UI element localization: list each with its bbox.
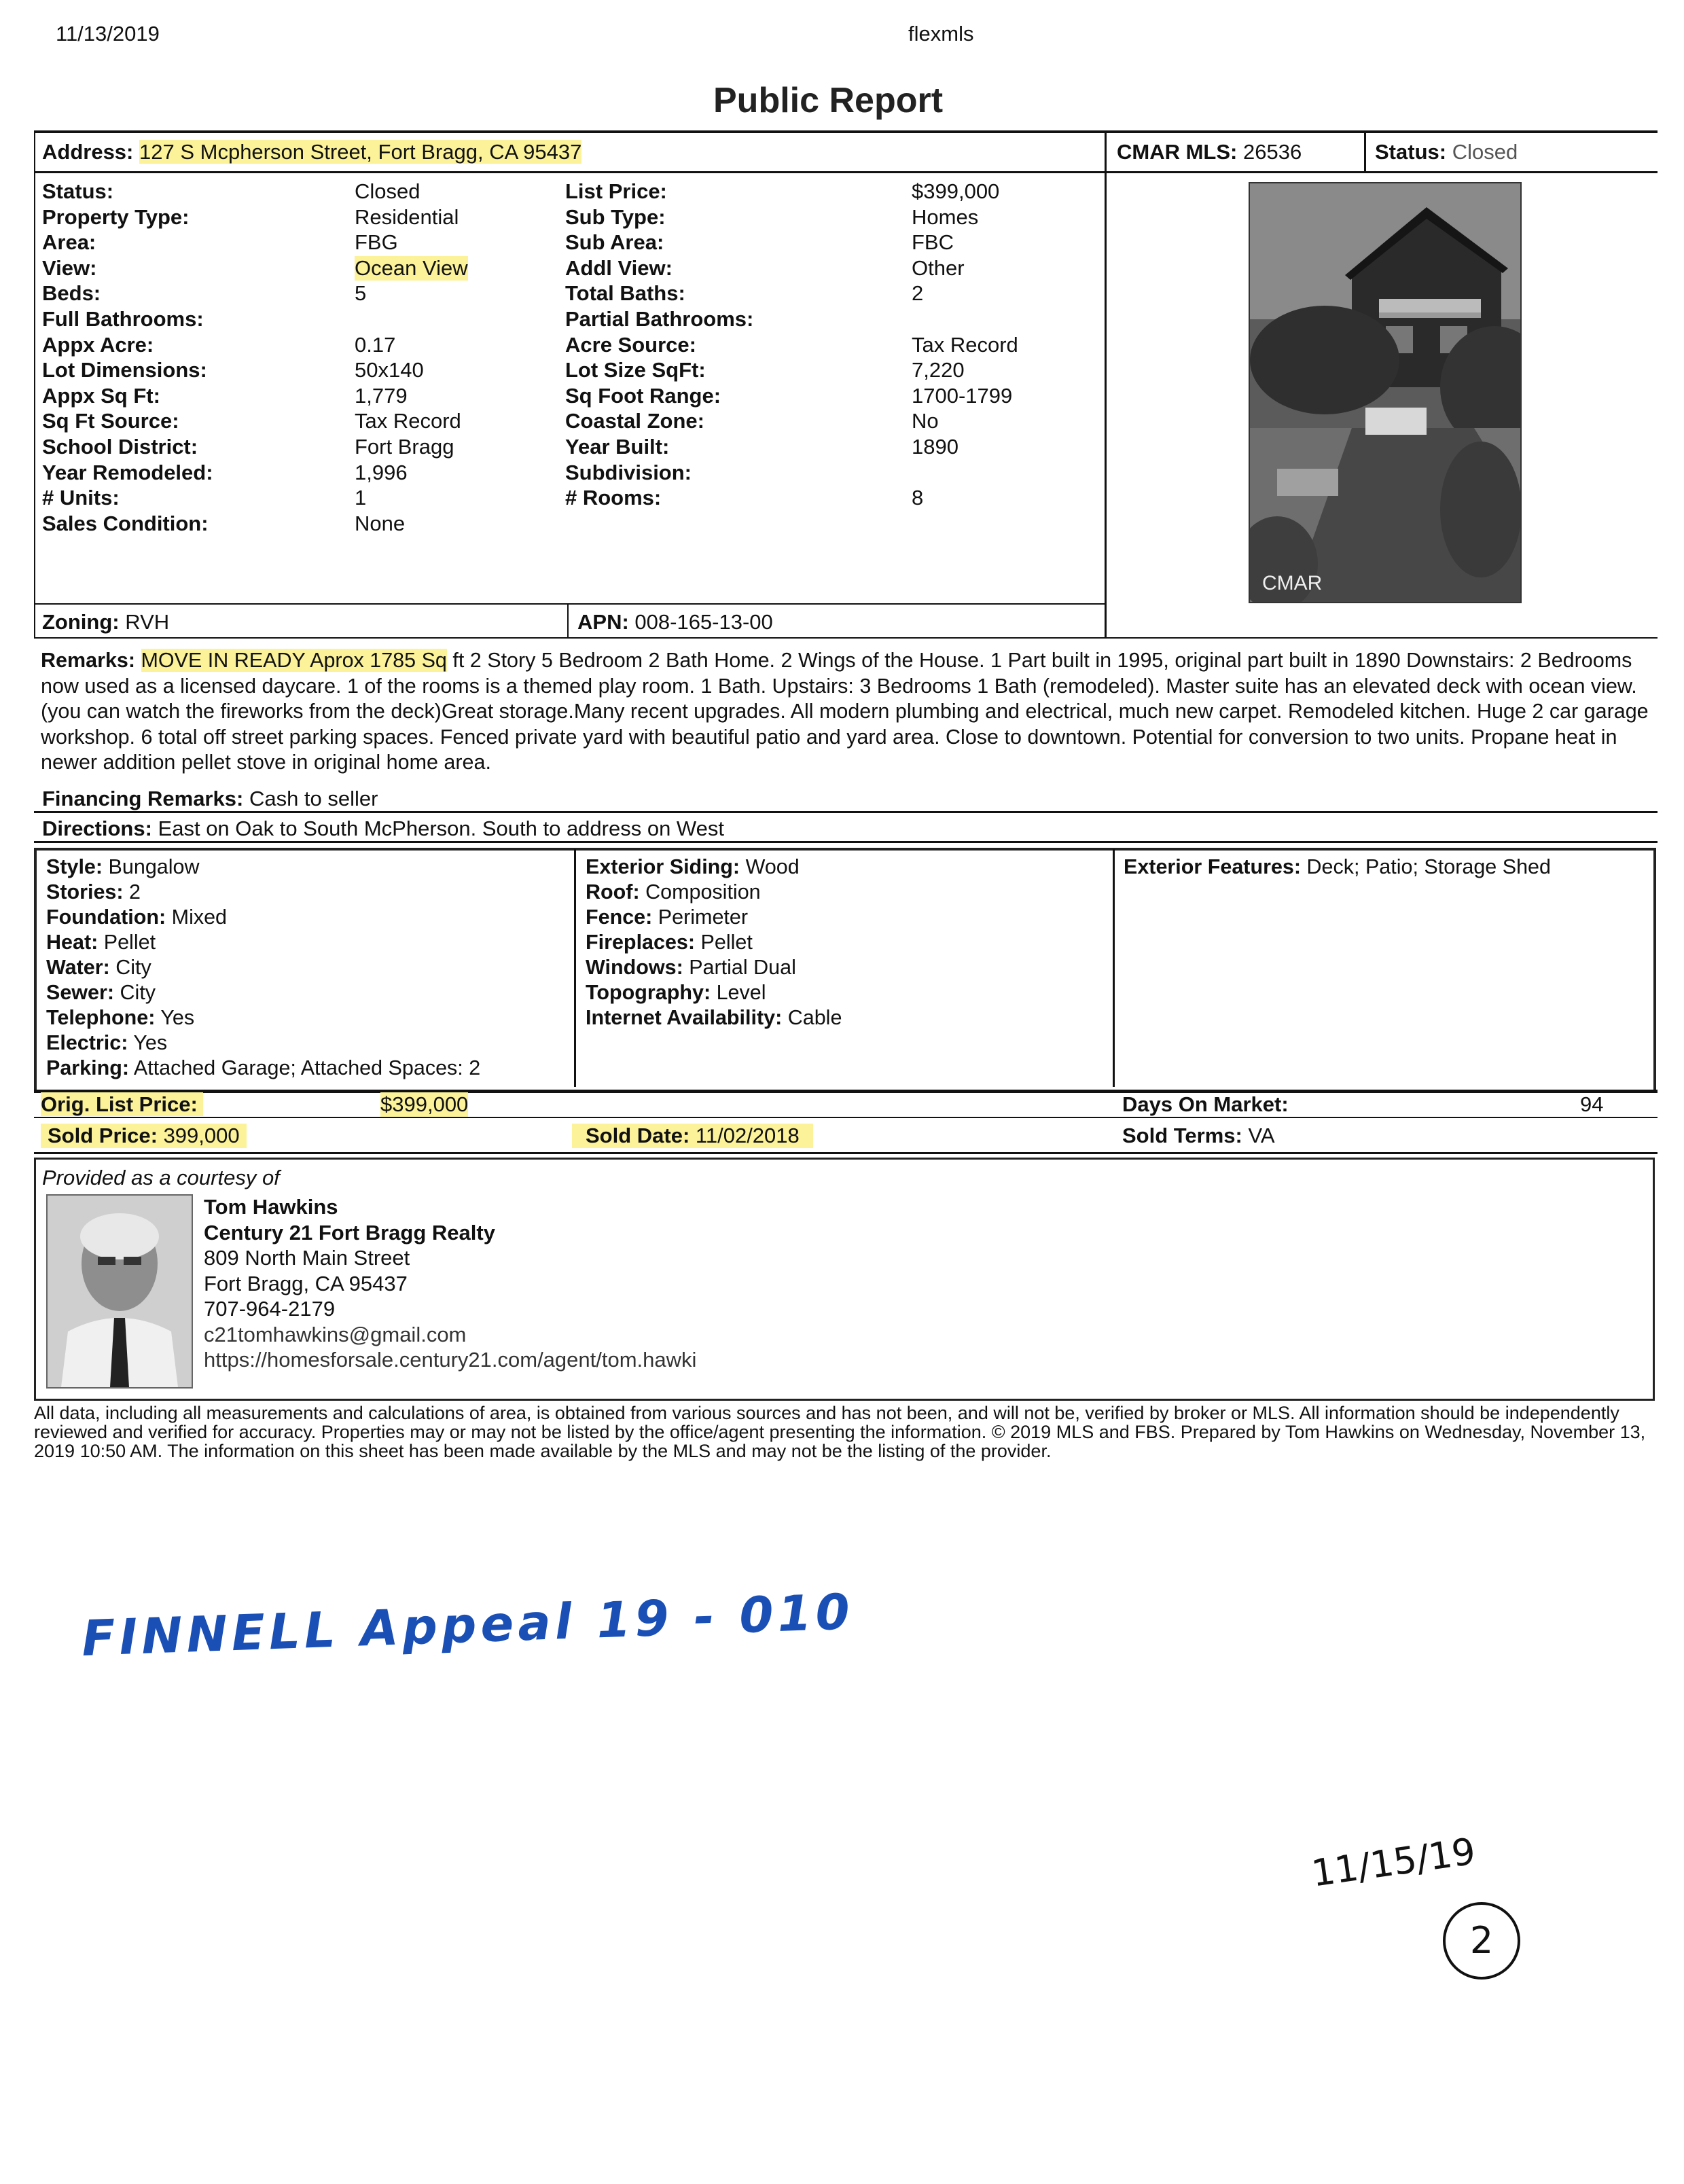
directions-field xyxy=(42,817,724,841)
feature-label: Roof: xyxy=(586,880,640,903)
feature-value: City xyxy=(120,981,156,1004)
sold-date-field xyxy=(572,1124,813,1148)
detail-value: FBG xyxy=(355,230,398,255)
feature-label: Foundation: xyxy=(46,906,166,929)
detail-label: Appx Sq Ft: xyxy=(42,383,160,408)
financing-rule xyxy=(34,811,1658,813)
feature-value: Pellet xyxy=(700,931,753,954)
detail-value: 7,220 xyxy=(912,358,965,382)
source-label: flexmls xyxy=(908,22,974,46)
detail-label: Area: xyxy=(42,230,96,255)
agent-name: Tom Hawkins xyxy=(204,1195,338,1219)
remarks-text: ft 2 Story 5 Bedroom 2 Bath Home. 2 Wings of the House. 1 Part built in 1995, original part built in 1890 Downstairs: 2 Bedrooms now used as a licensed daycare. 1 of the rooms is a themed play room. 1 Bath. Upstairs: 3 Bedrooms 1 Bath (remodeled). Master suite has an elevated deck with ocean view. (you can watch the fireworks from the deck)Great storage.Many recent upgrades. All modern plumbing and electrical, much new carpet. Remodeled kitchen. Huge 2 car garage workshop. 6 total off street parking spaces. Fenced private yard with beautiful patio and yard area. Close to downtown. Potential for conversion to two units. Propane heat in newer addition pellet stove in original home area. xyxy=(41,649,1649,774)
feature-row xyxy=(46,905,480,930)
features-column-2 xyxy=(586,855,842,1031)
agent-street: 809 North Main Street xyxy=(204,1246,410,1270)
detail-label: Coastal Zone: xyxy=(565,409,704,433)
detail-value: 1,996 xyxy=(355,460,408,484)
feature-value: Bungalow xyxy=(108,855,200,878)
zoning-row-bottom xyxy=(34,637,1658,639)
detail-value: 1700-1799 xyxy=(912,383,1013,408)
detail-label: Partial Bathrooms: xyxy=(565,307,754,331)
feature-value: Pellet xyxy=(103,931,156,954)
detail-label: Lot Size SqFt: xyxy=(565,358,706,382)
feature-label: Windows: xyxy=(586,956,683,979)
detail-label: Appx Acre: xyxy=(42,332,154,357)
detail-value: 1,779 xyxy=(355,383,408,408)
detail-label: Sq Ft Source: xyxy=(42,409,179,433)
directions-rule xyxy=(34,841,1658,843)
courtesy-text: Provided as a courtesy of xyxy=(42,1166,280,1189)
sold-date-value: 11/02/2018 xyxy=(695,1124,800,1147)
detail-label: Total Baths: xyxy=(565,281,685,306)
detail-value: FBC xyxy=(912,230,954,255)
address-row-border xyxy=(34,171,1658,173)
remarks-block xyxy=(41,648,1651,776)
detail-value: Residential xyxy=(355,204,459,229)
detail-label: Subdivision: xyxy=(565,460,692,484)
status-field xyxy=(1375,140,1518,164)
sold-price-label: Sold Price: xyxy=(48,1124,158,1147)
features-divider-2 xyxy=(1113,849,1115,1087)
detail-label: Status: xyxy=(42,179,114,203)
feature-row xyxy=(586,905,842,930)
address-field xyxy=(42,140,581,164)
zoning-value: RVH xyxy=(125,610,170,634)
feature-value: Perimeter xyxy=(658,906,748,929)
feature-value: Mixed xyxy=(171,906,228,929)
feature-row xyxy=(586,930,842,955)
detail-label: Year Built: xyxy=(565,435,670,459)
features-column-1 xyxy=(46,855,480,1081)
feature-value: Attached Garage; Attached Spaces: 2 xyxy=(133,1056,481,1079)
detail-value: None xyxy=(355,511,406,535)
feature-value: Level xyxy=(716,981,766,1004)
page-title: Public Report xyxy=(713,81,944,120)
detail-label: List Price: xyxy=(565,179,667,203)
detail-value: Closed xyxy=(355,179,420,203)
remarks-highlight: MOVE IN READY Aprox 1785 Sq xyxy=(141,649,447,672)
detail-label: Full Bathrooms: xyxy=(42,307,204,331)
detail-label: Sub Area: xyxy=(565,230,664,255)
feature-row xyxy=(586,955,842,980)
zoning-field xyxy=(42,610,169,634)
feature-label: Topography: xyxy=(586,981,711,1004)
dom-field xyxy=(1122,1092,1289,1117)
detail-value: 1890 xyxy=(912,435,959,459)
detail-label: View: xyxy=(42,255,97,280)
detail-value: Tax Record xyxy=(355,409,461,433)
photo-watermark: CMAR xyxy=(1262,572,1323,594)
zoning-divider xyxy=(567,603,569,639)
disclaimer-text: All data, including all measurements and calculations of area, is obtained from various sources and has not been, and will not be, verified by broker or MLS. All information should be independently reviewed and verified for accuracy. Properties may or may not be listed by the office/agent presenting the information. © 2019 MLS and FBS. Prepared by Tom Hawkins on Wednesday, November 13, 2019 10:50 AM. The information on this sheet has been made available by the MLS and may not be the listing of the provider. xyxy=(34,1403,1646,1461)
sold-terms-field xyxy=(1122,1124,1275,1148)
detail-value: Fort Bragg xyxy=(355,435,454,459)
feature-value: Yes xyxy=(133,1031,168,1054)
detail-label: # Units: xyxy=(42,486,120,510)
agent-email[interactable]: c21tomhawkins@gmail.com xyxy=(204,1322,467,1346)
detail-label: Year Remodeled: xyxy=(42,460,213,484)
feature-value: City xyxy=(115,956,151,979)
detail-label: Sales Condition: xyxy=(42,511,209,535)
feature-row xyxy=(46,855,480,880)
feature-row xyxy=(586,855,842,880)
feature-row xyxy=(46,1031,480,1056)
address-label: Address: xyxy=(42,140,134,164)
detail-value: 50x140 xyxy=(355,358,424,382)
agent-city: Fort Bragg, CA 95437 xyxy=(204,1271,408,1295)
status-label: Status: xyxy=(1375,140,1447,164)
sold-price-value: 399,000 xyxy=(163,1124,240,1147)
detail-value: 5 xyxy=(355,281,367,306)
feature-label: Style: xyxy=(46,855,103,878)
sale-bottom-rule xyxy=(34,1152,1658,1154)
feature-row xyxy=(586,880,842,905)
feature-value: 2 xyxy=(129,880,141,903)
detail-value: 2 xyxy=(912,281,924,306)
agent-phone: 707-964-2179 xyxy=(204,1297,336,1321)
detail-label: Property Type: xyxy=(42,204,190,229)
handwritten-appeal-note: FINNELL Appeal 19 - 010 xyxy=(80,1583,855,1667)
feature-row xyxy=(586,1005,842,1031)
detail-value: Ocean View xyxy=(355,255,468,280)
property-photo xyxy=(1249,182,1522,603)
zoning-row-top xyxy=(34,603,1106,605)
feature-label: Parking: xyxy=(46,1056,130,1079)
detail-value: Tax Record xyxy=(912,332,1018,357)
agent-contact xyxy=(204,1194,696,1373)
dom-value: 94 xyxy=(1580,1092,1604,1116)
feature-value: Partial Dual xyxy=(689,956,796,979)
photo-divider xyxy=(1105,130,1107,639)
financing-value: Cash to seller xyxy=(249,787,378,810)
agent-company: Century 21 Fort Bragg Realty xyxy=(204,1220,495,1245)
feature-label: Water: xyxy=(46,956,110,979)
feature-value: Wood xyxy=(745,855,800,878)
house-image xyxy=(1250,183,1520,602)
mls-field xyxy=(1117,140,1302,164)
feature-row xyxy=(46,1056,480,1081)
print-date: 11/13/2019 xyxy=(56,22,160,46)
feature-label: Sewer: xyxy=(46,981,115,1004)
detail-label: Sq Foot Range: xyxy=(565,383,721,408)
apn-value: 008-165-13-00 xyxy=(634,610,773,634)
feature-label: Exterior Features: xyxy=(1124,855,1302,878)
detail-value: Other xyxy=(912,255,965,280)
feature-label: Heat: xyxy=(46,931,98,954)
directions-label: Directions: xyxy=(42,817,152,840)
features-divider-1 xyxy=(574,849,576,1087)
detail-value: 0.17 xyxy=(355,332,396,357)
feature-value: Cable xyxy=(787,1006,842,1029)
detail-label: # Rooms: xyxy=(565,486,662,510)
detail-value: Homes xyxy=(912,204,979,229)
features-column-3 xyxy=(1124,855,1551,880)
detail-label: School District: xyxy=(42,435,198,459)
feature-row xyxy=(46,930,480,955)
orig-list-field xyxy=(41,1092,516,1117)
agent-portrait xyxy=(48,1196,192,1387)
left-border xyxy=(34,130,35,639)
status-divider xyxy=(1364,130,1366,173)
sold-date-label: Sold Date: xyxy=(586,1124,690,1147)
agent-photo xyxy=(46,1194,193,1389)
feature-label: Fence: xyxy=(586,906,653,929)
feature-row xyxy=(46,980,480,1005)
page-number-circle xyxy=(1443,1902,1520,1980)
detail-value: 1 xyxy=(355,486,367,510)
detail-value: No xyxy=(912,409,939,433)
financing-field xyxy=(42,787,378,811)
orig-list-value: $399,000 xyxy=(380,1092,469,1116)
feature-row xyxy=(46,880,480,905)
feature-row xyxy=(46,955,480,980)
apn-field xyxy=(577,610,773,634)
orig-list-label: Orig. List Price: xyxy=(41,1092,203,1116)
feature-label: Telephone: xyxy=(46,1006,156,1029)
mls-value: 26536 xyxy=(1242,140,1302,164)
feature-label: Internet Availability: xyxy=(586,1006,783,1029)
financing-label: Financing Remarks: xyxy=(42,787,244,810)
top-border xyxy=(34,130,1658,133)
feature-row xyxy=(46,1005,480,1031)
feature-row xyxy=(1124,855,1551,880)
sale-mid-rule xyxy=(34,1117,1658,1118)
feature-value: Deck; Patio; Storage Shed xyxy=(1306,855,1551,878)
feature-value: Yes xyxy=(160,1006,195,1029)
detail-label: Sub Type: xyxy=(565,204,666,229)
mls-label: CMAR MLS: xyxy=(1117,140,1238,164)
feature-label: Stories: xyxy=(46,880,124,903)
feature-label: Fireplaces: xyxy=(586,931,696,954)
detail-value: 8 xyxy=(912,486,924,510)
feature-label: Exterior Siding: xyxy=(586,855,740,878)
detail-label: Addl View: xyxy=(565,255,673,280)
detail-label: Beds: xyxy=(42,281,101,306)
detail-value: $399,000 xyxy=(912,179,1000,203)
feature-label: Electric: xyxy=(46,1031,128,1054)
page-number: 2 xyxy=(1469,1919,1494,1962)
agent-url[interactable]: https://homesforsale.century21.com/agent/tom.hawki xyxy=(204,1348,697,1372)
detail-label: Lot Dimensions: xyxy=(42,358,207,382)
sold-price-field xyxy=(41,1124,247,1148)
apn-label: APN: xyxy=(577,610,629,634)
dom-label: Days On Market: xyxy=(1122,1092,1289,1116)
sold-terms-label: Sold Terms: xyxy=(1122,1124,1242,1147)
sold-terms-value: VA xyxy=(1248,1124,1275,1147)
handwritten-date: 11/15/19 xyxy=(1308,1829,1478,1895)
feature-row xyxy=(586,980,842,1005)
status-value: Closed xyxy=(1452,140,1518,164)
remarks-label: Remarks: xyxy=(41,649,136,672)
detail-label: Acre Source: xyxy=(565,332,696,357)
zoning-label: Zoning: xyxy=(42,610,120,634)
feature-value: Composition xyxy=(645,880,761,903)
address-value: 127 S Mcpherson Street, Fort Bragg, CA 95437 xyxy=(139,140,582,164)
directions-value: East on Oak to South McPherson. South to address on West xyxy=(158,817,724,840)
